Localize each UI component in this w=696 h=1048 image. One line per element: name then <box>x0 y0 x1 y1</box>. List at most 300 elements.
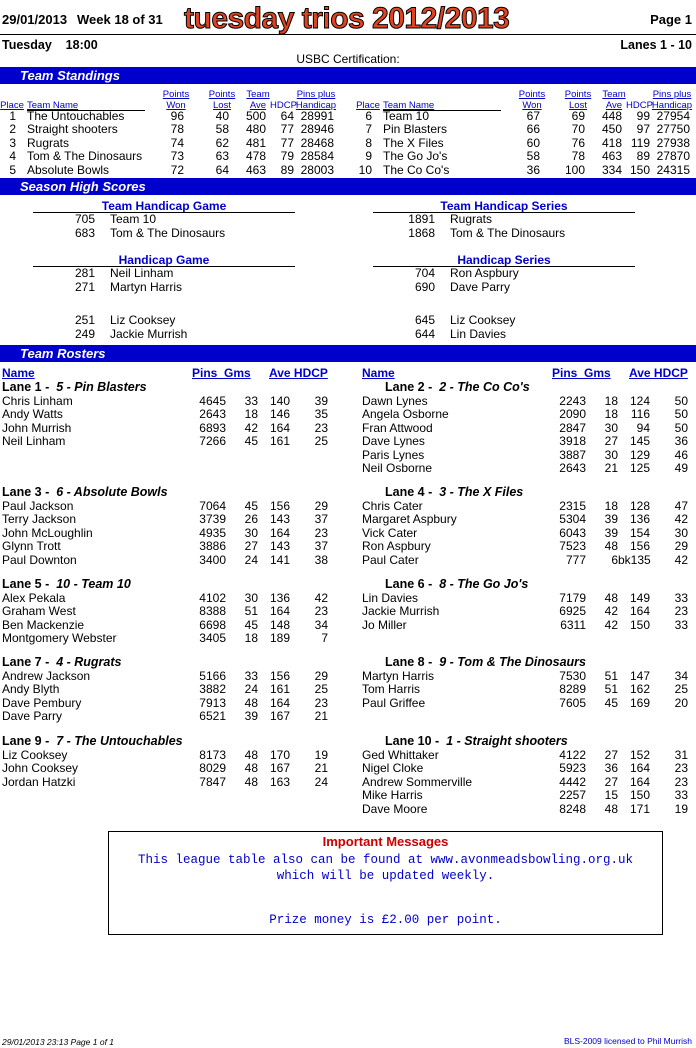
player-name: Glynn Trott <box>2 539 61 554</box>
standing-lost: 76 <box>571 135 585 150</box>
col-pins-handicap: Pins plus Handicap <box>295 89 337 111</box>
high-score-value: 251 <box>74 313 95 327</box>
player-games: 45 <box>604 695 618 710</box>
high-score-name: Team 10 <box>110 212 157 226</box>
player-average: 116 <box>630 407 650 422</box>
message-line: Prize money is £2.00 per point. <box>269 913 502 927</box>
high-score-value: 1891 <box>408 212 435 226</box>
standing-lost: 70 <box>571 122 585 137</box>
player-name: John McLoughlin <box>2 525 93 540</box>
player-average: 150 <box>629 788 650 803</box>
player-pins: 3887 <box>559 447 586 462</box>
player-games: 18 <box>604 394 618 408</box>
standing-pins: 27938 <box>656 135 690 150</box>
player-games: 42 <box>604 604 618 619</box>
standing-hdcp: 77 <box>280 135 294 150</box>
player-games: 48 <box>244 761 258 776</box>
col-team-ave: Team Ave <box>246 89 270 111</box>
player-games: 45 <box>244 499 258 513</box>
standing-hdcp: 89 <box>280 162 294 177</box>
player-pins: 7605 <box>559 695 586 710</box>
player-name: Andy Watts <box>2 407 63 422</box>
high-score-value: 249 <box>74 327 95 341</box>
standing-lost: 63 <box>215 149 229 164</box>
col-points-won: Points Won <box>518 89 546 111</box>
player-handicap: 49 <box>674 461 688 475</box>
standing-lost: 62 <box>215 135 229 150</box>
standing-team: Rugrats <box>27 135 70 150</box>
player-handicap: 29 <box>674 539 688 554</box>
high-score-value: 644 <box>414 327 435 341</box>
standing-won: 66 <box>526 122 540 137</box>
player-pins: 2315 <box>559 499 586 513</box>
player-pins: 7179 <box>559 591 586 605</box>
player-games: 48 <box>604 801 618 816</box>
lane-number: Lane 3 - <box>2 485 50 499</box>
player-games: 27 <box>604 748 618 762</box>
high-score-name: Martyn Harris <box>110 280 183 294</box>
standing-won: 67 <box>526 109 540 123</box>
player-handicap: 33 <box>674 617 688 632</box>
player-handicap: 50 <box>674 394 688 408</box>
standing-hdcp: 97 <box>636 122 650 137</box>
player-average: 164 <box>629 774 650 789</box>
lane-team: 5 - Pin Blasters <box>56 380 147 394</box>
standing-pins: 27954 <box>656 109 690 123</box>
col-pins-handicap: Pins plus Handicap <box>651 89 693 111</box>
player-handicap: 34 <box>674 669 688 683</box>
standing-ave: 478 <box>245 149 266 164</box>
lane-team: 3 - The X Files <box>439 485 524 499</box>
player-games: 21 <box>604 461 618 475</box>
player-games: 42 <box>244 420 258 435</box>
col-points-won: Points Won <box>162 89 190 111</box>
standing-hdcp: 77 <box>280 122 294 137</box>
player-average: 164 <box>269 695 290 710</box>
player-average: 164 <box>269 604 290 619</box>
lane-heading <box>385 577 528 591</box>
player-average: 125 <box>629 461 650 475</box>
usbc-certification: USBC Certification: <box>296 52 400 66</box>
lane-team: 8 - The Go Jo's <box>439 577 529 591</box>
player-handicap: 25 <box>314 434 328 449</box>
standing-ave: 500 <box>245 109 266 123</box>
player-handicap: 25 <box>314 682 328 697</box>
player-name: Margaret Aspbury <box>362 512 457 527</box>
lane-number: Lane 10 - <box>385 734 440 748</box>
standing-hdcp: 99 <box>636 109 650 123</box>
standing-lost: 69 <box>571 109 585 123</box>
player-name: Lin Davies <box>362 591 419 605</box>
player-average: 164 <box>629 761 650 776</box>
player-name: Paris Lynes <box>362 447 425 462</box>
col-ave-hdcp: Ave HDCP <box>269 366 328 380</box>
player-handicap: 23 <box>674 761 688 776</box>
player-pins: 3405 <box>199 631 226 646</box>
standing-team: The X Files <box>383 135 444 150</box>
player-handicap: 50 <box>674 420 688 435</box>
player-average: 152 <box>629 748 650 762</box>
col-team-name: Team Name <box>383 100 435 111</box>
player-pins: 8388 <box>199 604 226 619</box>
player-average: 143 <box>269 512 290 527</box>
player-name: Tom Harris <box>362 682 421 697</box>
message-line: This league table also can be found at www.avonmeadsbowling.org.uk <box>137 853 634 867</box>
player-handicap: 29 <box>314 499 328 513</box>
standing-hdcp: 150 <box>629 162 650 177</box>
lane-number: Lane 9 - <box>2 734 50 748</box>
player-games: 36 <box>604 761 618 776</box>
player-games: 48 <box>244 695 258 710</box>
player-games: 24 <box>244 682 258 697</box>
standing-pins: 28468 <box>300 135 334 150</box>
player-name: John Murrish <box>2 420 72 435</box>
lane-team: 9 - Tom & The Dinosaurs <box>439 655 586 669</box>
player-handicap: 19 <box>314 748 328 762</box>
lane-heading <box>2 485 168 499</box>
player-games: 27 <box>244 539 258 554</box>
player-pins: 8248 <box>559 801 586 816</box>
standing-place: 7 <box>365 122 372 137</box>
player-pins: 6521 <box>199 709 226 724</box>
player-name: Fran Attwood <box>362 420 433 435</box>
player-games: 48 <box>604 539 618 554</box>
standing-place: 10 <box>358 162 372 177</box>
player-games: 42 <box>604 617 618 632</box>
player-pins: 5304 <box>559 512 586 527</box>
footer-timestamp: 29/01/2013 23:13 Page 1 of 1 <box>2 1037 115 1047</box>
player-average: 156 <box>269 669 290 683</box>
player-average: 164 <box>269 525 290 540</box>
standing-ave: 334 <box>601 162 622 177</box>
player-games: 26 <box>244 512 258 527</box>
high-score-heading: Handicap Game <box>118 253 210 267</box>
player-average: 170 <box>269 748 290 762</box>
standing-ave: 463 <box>245 162 266 177</box>
player-handicap: 19 <box>674 801 688 816</box>
player-pins: 3882 <box>199 682 226 697</box>
player-games: 6 <box>611 552 618 567</box>
player-games: 30 <box>244 591 258 605</box>
report-date: 29/01/2013 <box>2 12 68 27</box>
player-name: Paul Jackson <box>2 499 74 513</box>
standing-pins: 28003 <box>300 162 334 177</box>
lane-team: 2 - The Co Co's <box>439 380 530 394</box>
standing-pins: 28946 <box>300 122 334 137</box>
player-name: Nigel Cloke <box>362 761 424 776</box>
player-games: 51 <box>604 682 618 697</box>
player-name: Terry Jackson <box>2 512 77 527</box>
player-name: Dawn Lynes <box>362 394 428 408</box>
player-games: 30 <box>244 525 258 540</box>
league-title: tuesday trios 2012/2013 <box>184 2 510 35</box>
standing-lost: 40 <box>215 109 229 123</box>
standing-ave: 450 <box>601 122 622 137</box>
player-name: Alex Pekala <box>2 591 66 605</box>
standing-team: Pin Blasters <box>383 122 448 137</box>
standing-team: Team 10 <box>383 109 430 123</box>
player-handicap: 42 <box>674 512 688 527</box>
player-name: Ged Whittaker <box>362 748 439 762</box>
player-handicap: 39 <box>314 394 328 408</box>
player-name: Graham West <box>2 604 76 619</box>
player-pins: 3400 <box>199 552 226 567</box>
player-pins: 2257 <box>559 788 586 803</box>
player-handicap: 33 <box>674 591 688 605</box>
player-handicap: 35 <box>314 407 328 422</box>
team-standings-band <box>0 67 696 84</box>
col-points-lost: Points Lost <box>208 89 236 111</box>
player-handicap: 46 <box>674 447 688 462</box>
player-handicap: 23 <box>314 604 328 619</box>
player-pins: 6925 <box>559 604 586 619</box>
section-title: Season High Scores <box>20 179 146 194</box>
lane-number: Lane 5 - <box>2 577 50 591</box>
player-pins: 7913 <box>199 695 226 710</box>
standing-ave: 480 <box>245 122 266 137</box>
player-name: Dave Pembury <box>2 695 82 710</box>
player-handicap: 37 <box>314 512 328 527</box>
player-pins: 8289 <box>559 682 586 697</box>
player-games: 48 <box>244 748 258 762</box>
player-handicap: 30 <box>674 525 688 540</box>
player-games: 48 <box>244 774 258 789</box>
standing-hdcp: 64 <box>280 109 294 123</box>
player-name: Ron Aspbury <box>362 539 431 554</box>
player-pins: 3739 <box>199 512 226 527</box>
standing-hdcp: 89 <box>636 149 650 164</box>
high-score-name: Tom & The Dinosaurs <box>110 226 226 240</box>
lane-heading <box>385 485 523 499</box>
standing-lost: 100 <box>564 162 585 177</box>
player-average: 128 <box>629 499 650 513</box>
player-name: Angela Osborne <box>362 407 449 422</box>
player-name: Neil Osborne <box>362 461 433 475</box>
player-handicap: 24 <box>314 774 328 789</box>
player-average: 161 <box>269 434 290 449</box>
player-average: 163 <box>269 774 290 789</box>
col-team-ave: Team Ave <box>602 89 626 111</box>
player-handicap: 23 <box>674 774 688 789</box>
player-average: 129 <box>629 447 650 462</box>
standing-won: 58 <box>526 149 540 164</box>
season-high-band <box>0 178 696 195</box>
col-hdcp: HDCP <box>626 100 653 111</box>
lane-number: Lane 4 - <box>385 485 433 499</box>
standing-pins: 27870 <box>656 149 690 164</box>
high-score-value: 281 <box>74 266 95 280</box>
standing-pins: 27750 <box>656 122 690 137</box>
player-games: 33 <box>244 394 258 408</box>
player-handicap: 36 <box>674 434 688 449</box>
player-name: Dave Lynes <box>362 434 425 449</box>
player-handicap: 47 <box>674 499 688 513</box>
high-score-name: Rugrats <box>450 212 493 226</box>
player-handicap: 37 <box>314 539 328 554</box>
player-games: 18 <box>604 499 618 513</box>
header-rule <box>0 34 696 35</box>
high-score-name: Dave Parry <box>450 280 511 294</box>
col-place: Place <box>0 100 24 111</box>
lane-team: 4 - Rugrats <box>56 655 122 669</box>
player-name: Chris Cater <box>362 499 423 513</box>
player-pins: 7523 <box>559 539 586 554</box>
player-name: Dave Moore <box>362 801 428 816</box>
player-name: Dave Parry <box>2 709 63 724</box>
col-ave-hdcp: Ave HDCP <box>629 366 688 380</box>
messages-title: Important Messages <box>322 834 449 849</box>
standing-ave: 418 <box>601 135 622 150</box>
lane-team: 7 - The Untouchables <box>56 734 183 748</box>
high-score-name: Tom & The Dinosaurs <box>450 226 566 240</box>
standing-lost: 64 <box>215 162 229 177</box>
important-messages-box <box>108 831 663 935</box>
player-handicap: 34 <box>314 617 328 632</box>
standing-team: Tom & The Dinosaurs <box>27 149 143 164</box>
player-handicap: 25 <box>674 682 688 697</box>
player-games: 30 <box>604 447 618 462</box>
col-place: Place <box>356 100 380 111</box>
player-games: 18 <box>244 407 258 422</box>
player-handicap: 23 <box>314 525 328 540</box>
player-name: Jo Miller <box>362 617 407 632</box>
high-score-name: Jackie Murrish <box>110 327 188 341</box>
player-games: 30 <box>604 420 618 435</box>
player-pins: 6893 <box>199 420 226 435</box>
player-pins: 5923 <box>559 761 586 776</box>
standing-pins: 24315 <box>656 162 690 177</box>
lane-heading <box>2 380 147 394</box>
player-handicap: 7 <box>321 631 328 646</box>
standing-lost: 58 <box>215 122 229 137</box>
col-team-name: Team Name <box>27 100 79 111</box>
player-handicap: 31 <box>674 748 688 762</box>
col-pins-gms: Pins Gms <box>192 366 251 380</box>
player-pins: 6043 <box>559 525 586 540</box>
standing-won: 73 <box>170 149 184 164</box>
player-name: Montgomery Webster <box>2 631 117 646</box>
col-name: Name <box>2 366 35 380</box>
standing-pins: 28991 <box>300 109 334 123</box>
player-average: 146 <box>269 407 290 422</box>
high-score-value: 705 <box>74 212 95 226</box>
player-pins: 7064 <box>199 499 226 513</box>
player-average: 169 <box>629 695 650 710</box>
player-name: Paul Downton <box>2 552 77 567</box>
player-name: Vick Cater <box>362 525 418 540</box>
player-average: 136 <box>269 591 290 605</box>
player-games: 51 <box>244 604 258 619</box>
lanes-range: Lanes 1 - 10 <box>620 38 692 52</box>
standing-won: 60 <box>526 135 540 150</box>
player-pins: 2847 <box>559 420 586 435</box>
player-pins: 3886 <box>199 539 226 554</box>
player-games: 48 <box>604 591 618 605</box>
lane-number: Lane 2 - <box>385 380 433 394</box>
player-pins: 6698 <box>199 617 226 632</box>
player-average: 136 <box>629 512 650 527</box>
standing-team: The Untouchables <box>27 109 125 123</box>
player-games: 27 <box>604 434 618 449</box>
standing-ave: 481 <box>245 135 266 150</box>
high-score-name: Liz Cooksey <box>110 313 176 327</box>
high-score-name: Neil Linham <box>110 266 174 280</box>
standing-won: 74 <box>170 135 184 150</box>
section-title: Team Rosters <box>20 346 106 361</box>
player-name: Andy Blyth <box>2 682 60 697</box>
player-average: 156 <box>269 499 290 513</box>
standing-place: 8 <box>365 135 372 150</box>
section-title: Team Standings <box>20 68 120 83</box>
player-handicap: 29 <box>314 669 328 683</box>
player-games: 24 <box>244 552 258 567</box>
player-name: Andrew Jackson <box>2 669 91 683</box>
player-handicap: 20 <box>674 695 688 710</box>
standing-team: The Go Jo's <box>383 149 448 164</box>
player-average: 141 <box>269 552 290 567</box>
standing-place: 3 <box>9 135 16 150</box>
player-pins: 7266 <box>199 434 226 449</box>
player-name: Ben Mackenzie <box>2 617 85 632</box>
team-rosters-band <box>0 345 696 362</box>
page-number: Page 1 <box>650 12 692 27</box>
standing-place: 4 <box>9 149 16 164</box>
player-average: 189 <box>269 631 290 646</box>
player-average: 154 <box>629 525 650 540</box>
player-average: 164 <box>269 420 290 435</box>
lane-heading <box>2 577 131 591</box>
player-average: 167 <box>269 709 290 724</box>
player-pins: 4102 <box>199 591 226 605</box>
player-handicap: 50 <box>674 407 688 422</box>
standing-place: 9 <box>365 149 372 164</box>
player-games: 45 <box>244 434 258 449</box>
player-pins: 7530 <box>559 669 586 683</box>
player-average: 149 <box>629 591 650 605</box>
player-name: Mike Harris <box>362 788 423 803</box>
lane-heading <box>2 655 122 669</box>
lane-team: 6 - Absolute Bowls <box>56 485 168 499</box>
lane-number: Lane 1 - <box>2 380 50 394</box>
col-pins-gms: Pins Gms <box>552 366 611 380</box>
player-name: Martyn Harris <box>362 669 435 683</box>
player-handicap: 21 <box>314 709 328 724</box>
standing-team: Straight shooters <box>27 122 118 137</box>
player-pins: 4122 <box>559 748 586 762</box>
high-score-value: 271 <box>74 280 95 294</box>
high-score-value: 645 <box>414 313 435 327</box>
day-time: Tuesday 18:00 <box>2 38 98 52</box>
standing-place: 1 <box>9 109 16 123</box>
player-handicap: 42 <box>314 591 328 605</box>
message-line: which will be updated weekly. <box>276 869 495 883</box>
player-games: 45 <box>244 617 258 632</box>
player-average: 167 <box>269 761 290 776</box>
standing-place: 5 <box>9 162 16 177</box>
standing-place: 6 <box>365 109 372 123</box>
player-games: 39 <box>604 512 618 527</box>
standing-team: The Co Co's <box>383 162 450 177</box>
player-handicap: 23 <box>314 695 328 710</box>
player-name: Neil Linham <box>2 434 66 449</box>
high-score-heading: Handicap Series <box>457 253 551 267</box>
player-pins: 7847 <box>199 774 226 789</box>
high-score-value: 690 <box>414 280 435 294</box>
col-hdcp: HDCP <box>270 100 297 111</box>
high-score-name: Ron Aspbury <box>450 266 519 280</box>
player-handicap: 38 <box>314 552 328 567</box>
standing-won: 96 <box>170 109 184 123</box>
